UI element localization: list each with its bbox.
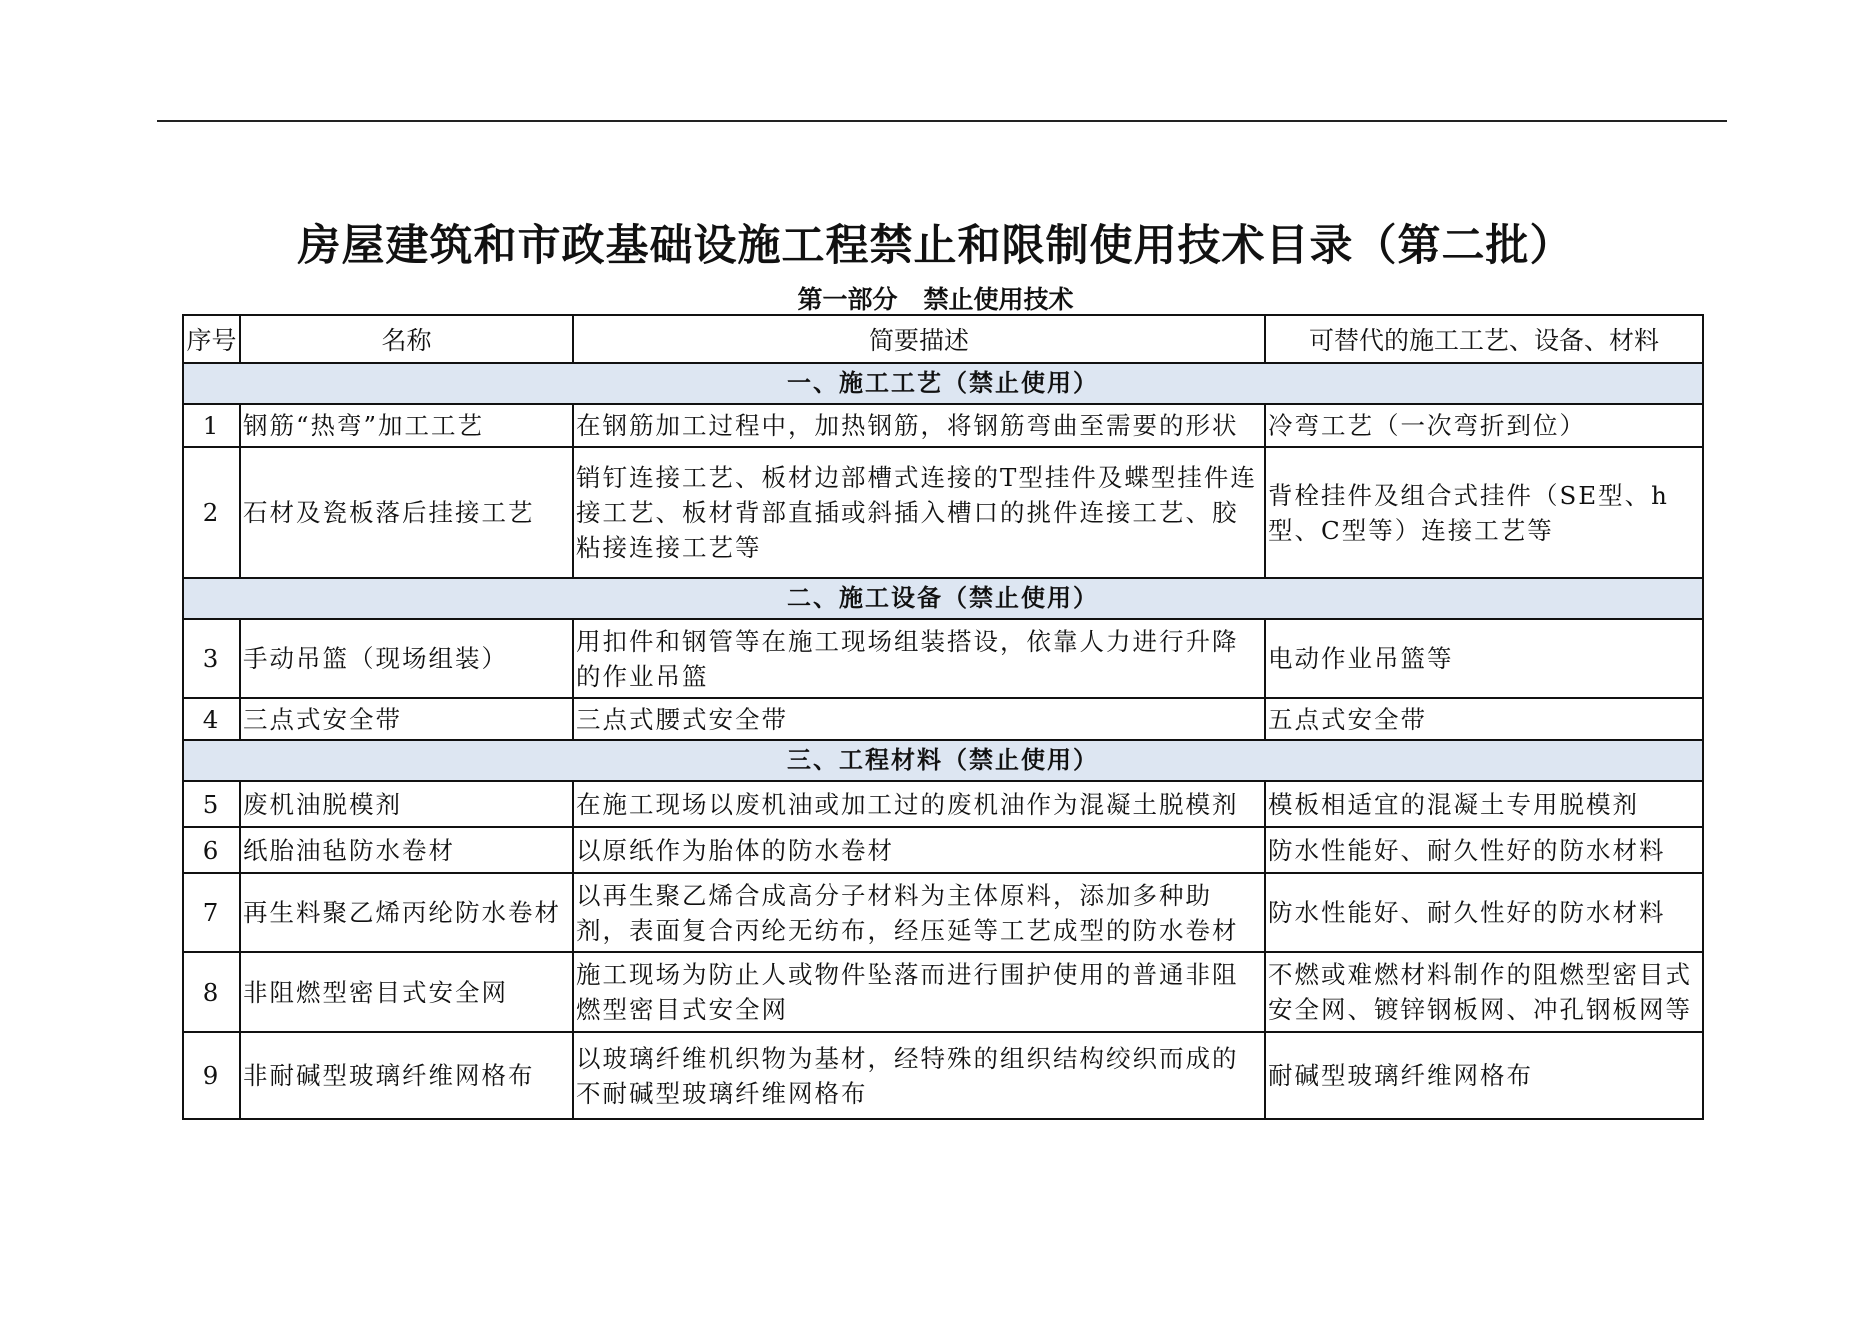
header-description: 简要描述 [573, 315, 1265, 363]
row-description: 在钢筋加工过程中，加热钢筋，将钢筋弯曲至需要的形状 [573, 404, 1265, 447]
row-no: 7 [183, 873, 240, 952]
row-name: 再生料聚乙烯丙纶防水卷材 [240, 873, 573, 952]
row-alternative: 防水性能好、耐久性好的防水材料 [1265, 827, 1703, 873]
row-no: 1 [183, 404, 240, 447]
row-no: 4 [183, 698, 240, 740]
row-name: 三点式安全带 [240, 698, 573, 740]
row-name: 钢筋“热弯”加工工艺 [240, 404, 573, 447]
section-row [183, 363, 1703, 404]
row-alternative: 模板相适宜的混凝土专用脱模剂 [1265, 781, 1703, 827]
table-row [183, 781, 1703, 827]
table-row [183, 952, 1703, 1032]
table-row [183, 698, 1703, 740]
row-description: 销钉连接工艺、板材边部槽式连接的T型挂件及蝶型挂件连接工艺、板材背部直插或斜插入槽口的挑件连接工艺、胶粘接连接工艺等 [573, 447, 1265, 578]
section-heading: 三、工程材料（禁止使用） [183, 740, 1703, 781]
row-name: 废机油脱模剂 [240, 781, 573, 827]
row-description: 以再生聚乙烯合成高分子材料为主体原料，添加多种助剂，表面复合丙纶无纺布，经压延等工艺成型的防水卷材 [573, 873, 1265, 952]
row-no: 9 [183, 1032, 240, 1119]
row-name: 手动吊篮（现场组装） [240, 619, 573, 698]
row-description: 以玻璃纤维机织物为基材，经特殊的组织结构绞织而成的不耐碱型玻璃纤维网格布 [573, 1032, 1265, 1119]
row-name: 石材及瓷板落后挂接工艺 [240, 447, 573, 578]
row-description: 施工现场为防止人或物件坠落而进行围护使用的普通非阻燃型密目式安全网 [573, 952, 1265, 1032]
document-title: 房屋建筑和市政基础设施工程禁止和限制使用技术目录（第二批） [297, 221, 1574, 271]
row-alternative: 耐碱型玻璃纤维网格布 [1265, 1032, 1703, 1119]
section-row [183, 740, 1703, 781]
header-name: 名称 [240, 315, 573, 363]
row-no: 3 [183, 619, 240, 698]
section-heading: 一、施工工艺（禁止使用） [183, 363, 1703, 404]
row-name: 非阻燃型密目式安全网 [240, 952, 573, 1032]
row-no: 5 [183, 781, 240, 827]
catalog-table [182, 314, 1704, 1120]
row-alternative: 冷弯工艺（一次弯折到位） [1265, 404, 1703, 447]
section-heading: 二、施工设备（禁止使用） [183, 578, 1703, 619]
row-name: 纸胎油毡防水卷材 [240, 827, 573, 873]
row-alternative: 电动作业吊篮等 [1265, 619, 1703, 698]
row-alternative: 不燃或难燃材料制作的阻燃型密目式安全网、镀锌钢板网、冲孔钢板网等 [1265, 952, 1703, 1032]
table-row [183, 873, 1703, 952]
row-description: 用扣件和钢管等在施工现场组装搭设，依靠人力进行升降的作业吊篮 [573, 619, 1265, 698]
row-name: 非耐碱型玻璃纤维网格布 [240, 1032, 573, 1119]
part-title: 第一部分 禁止使用技术 [797, 285, 1074, 314]
row-alternative: 五点式安全带 [1265, 698, 1703, 740]
row-no: 8 [183, 952, 240, 1032]
table-row [183, 404, 1703, 447]
table-header-row [183, 315, 1703, 363]
header-rule [157, 120, 1727, 122]
table-row [183, 827, 1703, 873]
row-description: 在施工现场以废机油或加工过的废机油作为混凝土脱模剂 [573, 781, 1265, 827]
row-description: 三点式腰式安全带 [573, 698, 1265, 740]
header-no: 序号 [183, 315, 240, 363]
section-row [183, 578, 1703, 619]
row-alternative: 防水性能好、耐久性好的防水材料 [1265, 873, 1703, 952]
table-row [183, 619, 1703, 698]
header-alternative: 可替代的施工工艺、设备、材料 [1265, 315, 1703, 363]
table-row [183, 1032, 1703, 1119]
row-alternative: 背栓挂件及组合式挂件（SE型、h型、C型等）连接工艺等 [1265, 447, 1703, 578]
row-no: 2 [183, 447, 240, 578]
row-no: 6 [183, 827, 240, 873]
table-row [183, 447, 1703, 578]
row-description: 以原纸作为胎体的防水卷材 [573, 827, 1265, 873]
